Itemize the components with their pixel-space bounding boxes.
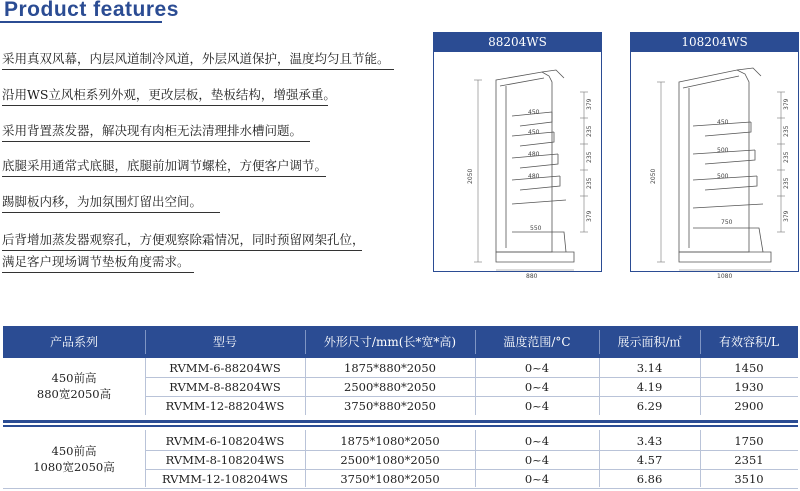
feature-text: 底腿采用通常式底腿，底腿前加调节螺栓，方便客户调节。 bbox=[2, 158, 328, 173]
series-label: 1080宽2050高 bbox=[33, 460, 115, 474]
row-divider bbox=[145, 396, 798, 397]
cell-temp: 0~4 bbox=[524, 361, 550, 375]
feature-text: 沿用WS立风柜系列外观，更改层板，垫板结构，增强承重。 bbox=[2, 87, 336, 102]
cell-temp: 0~4 bbox=[524, 453, 550, 467]
row-divider bbox=[145, 469, 798, 470]
cabinet-side-drawing bbox=[631, 52, 798, 280]
right-dim: 379 bbox=[586, 98, 593, 110]
feature-underline bbox=[2, 105, 328, 106]
feature-7 bbox=[2, 253, 190, 271]
right-dim: 379 bbox=[783, 210, 790, 222]
feature-underline bbox=[2, 176, 326, 177]
cell-dimensions: 3750*1080*2050 bbox=[340, 472, 440, 486]
dim-width: 1080 bbox=[717, 273, 733, 280]
col-header-series: 产品系列 bbox=[49, 335, 98, 349]
feature-2 bbox=[2, 86, 336, 104]
feature-underline bbox=[2, 250, 362, 251]
group-separator-top bbox=[3, 420, 798, 423]
table-header bbox=[3, 326, 798, 358]
cell-model: RVMM-8-88204WS bbox=[169, 380, 281, 394]
cell-area: 6.86 bbox=[636, 472, 663, 486]
dim-height: 2050 bbox=[650, 168, 657, 184]
title-underline bbox=[0, 21, 162, 23]
feature-4 bbox=[2, 157, 327, 175]
right-dim: 235 bbox=[586, 151, 593, 163]
diagram-108204ws bbox=[630, 32, 799, 280]
col-header-model: 型号 bbox=[212, 335, 237, 349]
right-dim: 235 bbox=[783, 151, 790, 163]
dim-height: 2050 bbox=[467, 168, 474, 184]
cell-area: 4.19 bbox=[636, 380, 663, 394]
feature-text: 采用真双风幕，内层风道制冷风道，外层风道保护，温度均匀且节能。 bbox=[2, 51, 390, 66]
feature-underline bbox=[2, 212, 220, 213]
cell-temp: 0~4 bbox=[524, 472, 550, 486]
cell-dimensions: 1875*880*2050 bbox=[344, 361, 436, 375]
cell-area: 6.29 bbox=[636, 399, 663, 413]
diagram-title: 88204WS bbox=[434, 33, 601, 52]
cell-volume: 3510 bbox=[734, 472, 764, 486]
shelf-dim: 500 bbox=[717, 147, 729, 154]
cell-volume: 2351 bbox=[734, 453, 764, 467]
shelf-dim: 500 bbox=[717, 173, 729, 180]
shelf-dim: 550 bbox=[530, 225, 542, 232]
right-dim: 235 bbox=[783, 125, 790, 137]
cell-temp: 0~4 bbox=[524, 434, 550, 448]
table-bottom-border bbox=[3, 488, 798, 489]
cell-area: 3.43 bbox=[636, 434, 663, 448]
cell-model: RVMM-6-108204WS bbox=[165, 434, 285, 448]
cell-volume: 1930 bbox=[734, 380, 764, 394]
feature-underline bbox=[2, 69, 394, 70]
feature-6 bbox=[2, 231, 365, 249]
cell-area: 4.57 bbox=[636, 453, 663, 467]
shelf-dim: 750 bbox=[721, 219, 733, 226]
cell-model: RVMM-12-88204WS bbox=[165, 399, 285, 413]
cell-temp: 0~4 bbox=[524, 399, 550, 413]
feature-text: 采用背置蒸发器，解决现有肉柜无法清理排水槽问题。 bbox=[2, 123, 303, 138]
feature-text: 踢脚板内移，为加氛围灯留出空间。 bbox=[2, 194, 203, 209]
cell-temp: 0~4 bbox=[524, 380, 550, 394]
group-separator-bottom bbox=[3, 425, 798, 427]
col-header-dimensions: 外形尺寸/mm(长*宽*高) bbox=[323, 335, 457, 349]
col-header-volume: 有效容积/L bbox=[718, 335, 779, 349]
shelf-dim: 450 bbox=[528, 129, 540, 136]
page-title: Product features bbox=[4, 0, 179, 21]
diagram-title: 108204WS bbox=[631, 33, 798, 52]
series-label: 880宽2050高 bbox=[36, 387, 112, 401]
cell-volume: 1450 bbox=[734, 361, 764, 375]
shelf-dim: 480 bbox=[528, 151, 540, 158]
right-dim: 379 bbox=[783, 98, 790, 110]
shelf-dim: 450 bbox=[717, 119, 729, 126]
feature-1 bbox=[2, 50, 390, 68]
diagram-88204ws bbox=[433, 32, 602, 280]
cell-dimensions: 2500*1080*2050 bbox=[340, 453, 440, 467]
feature-text: 后背增加蒸发器观察孔，方便观察除霜情况，同时预留网架孔位， bbox=[2, 232, 365, 247]
series-label: 450前高 bbox=[51, 371, 97, 385]
col-header-area: 展示面积/㎡ bbox=[617, 335, 682, 349]
shelf-dim: 450 bbox=[528, 109, 540, 116]
cell-area: 3.14 bbox=[636, 361, 663, 375]
series-label: 450前高 bbox=[51, 444, 97, 458]
right-dim: 379 bbox=[586, 210, 593, 222]
right-dim: 235 bbox=[586, 125, 593, 137]
feature-5 bbox=[2, 193, 202, 211]
cabinet-side-drawing bbox=[434, 52, 601, 280]
cell-dimensions: 1875*1080*2050 bbox=[340, 434, 440, 448]
feature-3 bbox=[2, 122, 302, 140]
cell-model: RVMM-12-108204WS bbox=[161, 472, 289, 486]
row-divider bbox=[145, 377, 798, 378]
cell-volume: 1750 bbox=[734, 434, 764, 448]
feature-text: 满足客户现场调节垫板角度需求。 bbox=[2, 254, 190, 269]
right-dim: 235 bbox=[783, 177, 790, 189]
row-divider bbox=[145, 450, 798, 451]
feature-underline bbox=[2, 272, 194, 273]
col-header-temp: 温度范围/°C bbox=[503, 335, 571, 349]
cell-model: RVMM-8-108204WS bbox=[165, 453, 285, 467]
cell-dimensions: 2500*880*2050 bbox=[344, 380, 436, 394]
feature-underline bbox=[2, 141, 310, 142]
cell-volume: 2900 bbox=[734, 399, 764, 413]
shelf-dim: 480 bbox=[528, 173, 540, 180]
cell-model: RVMM-6-88204WS bbox=[169, 361, 281, 375]
dim-width: 880 bbox=[526, 273, 538, 280]
cell-dimensions: 3750*880*2050 bbox=[344, 399, 436, 413]
right-dim: 235 bbox=[586, 177, 593, 189]
